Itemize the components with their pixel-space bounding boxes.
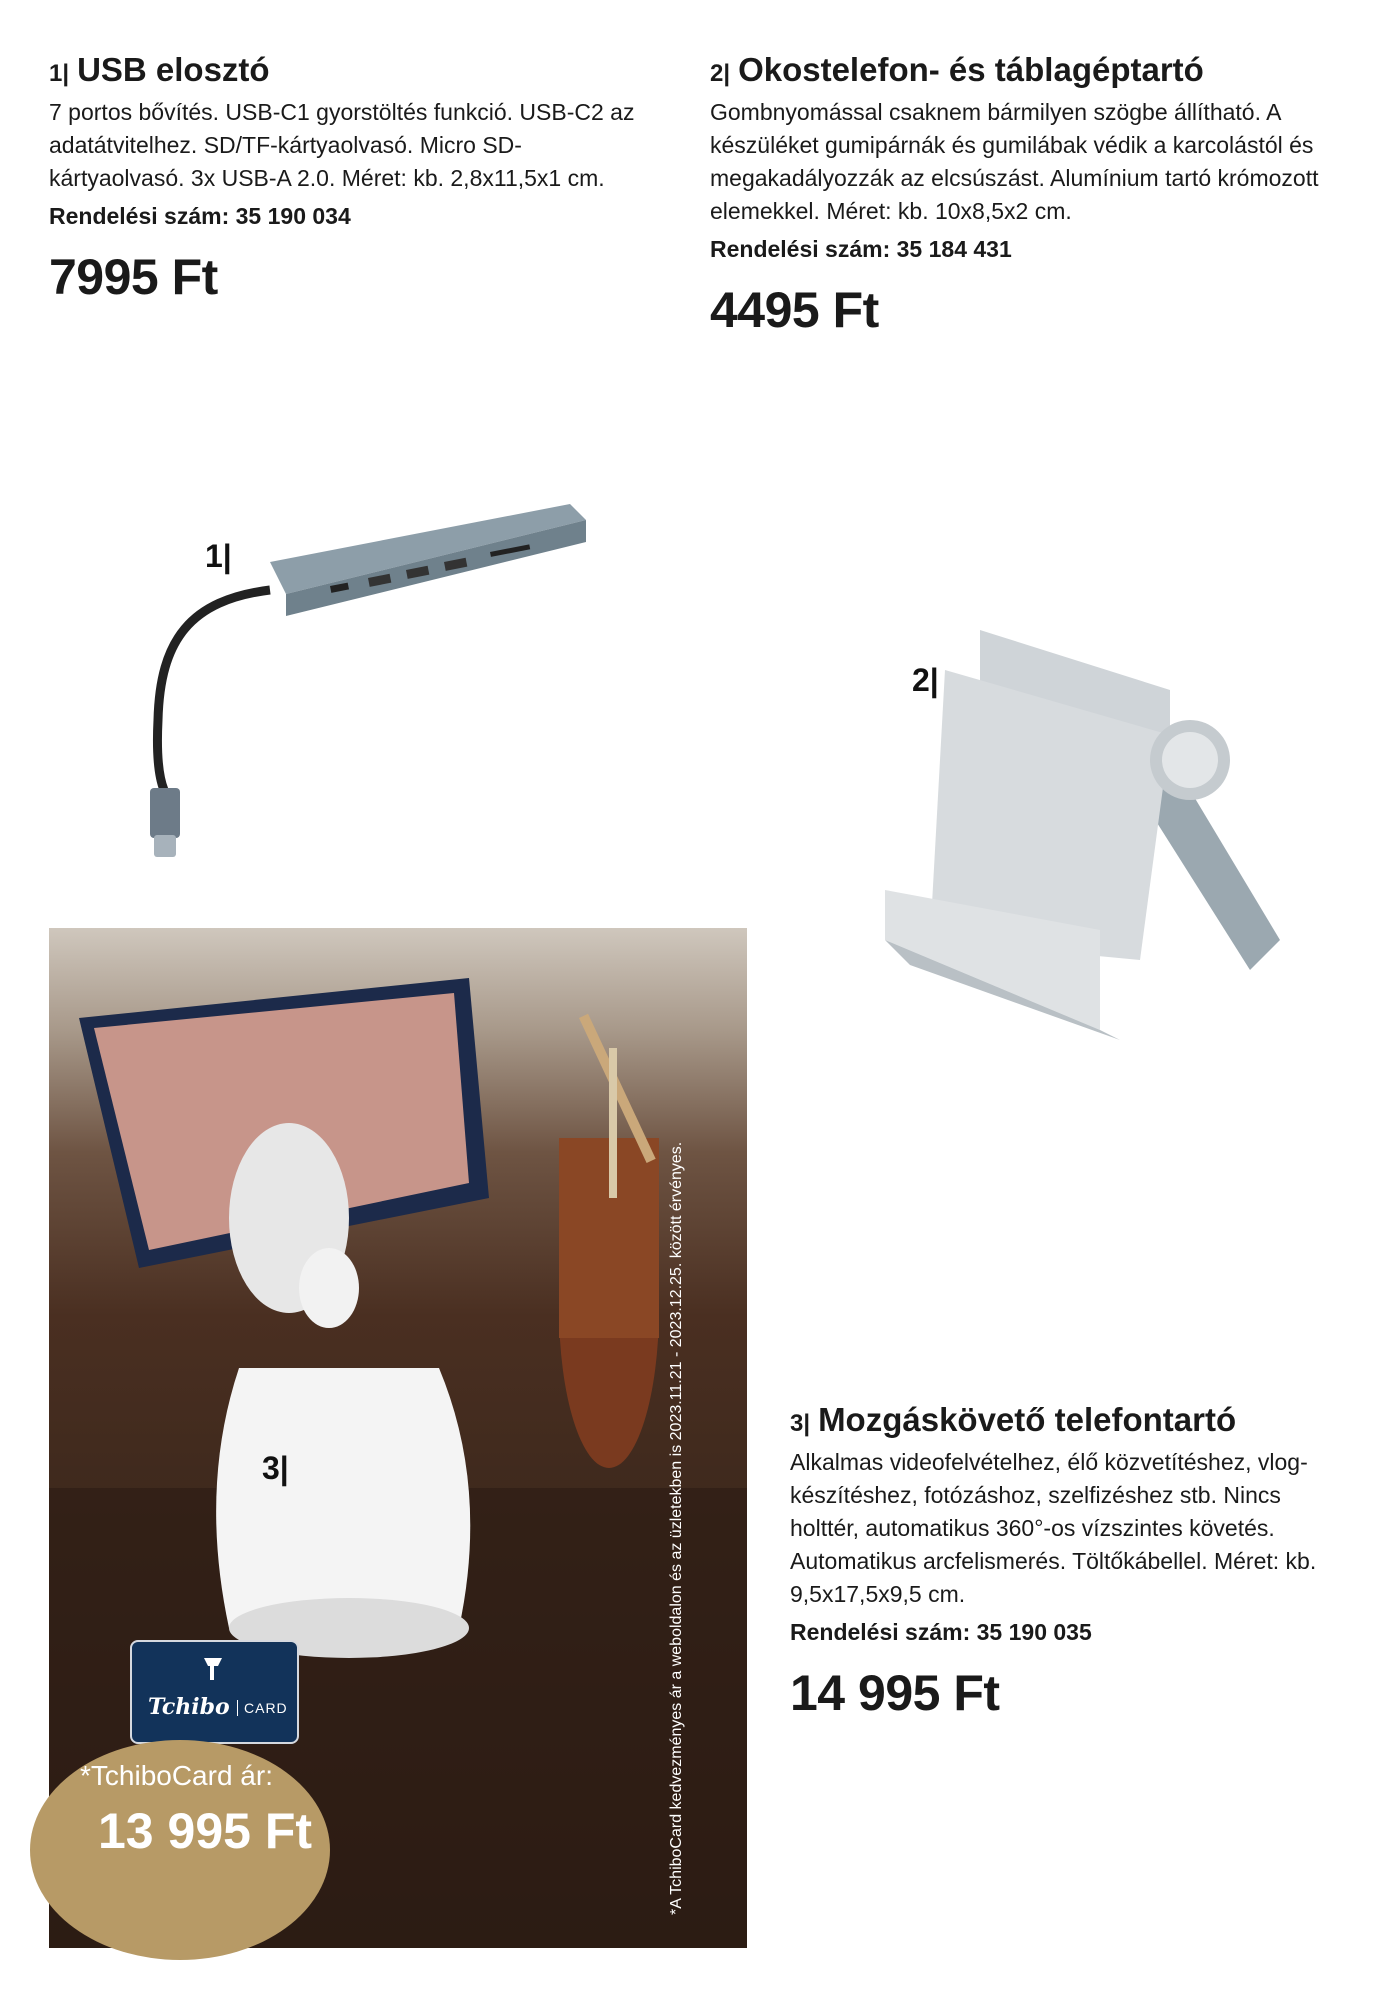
product-2-price: 4495 Ft [710,282,879,338]
product-3-number: 3| [790,1410,811,1437]
product-1-number: 1| [49,60,70,87]
product-1-image-label: 1| [205,538,232,574]
product-3-price: 14 995 Ft [790,1665,1000,1721]
product-3-order-number: 35 190 035 [976,1619,1092,1645]
tchibocard-price: 13 995 Ft [98,1803,313,1859]
product-3-order-label: Rendelési szám: [790,1619,971,1645]
product-2-description: Gombnyomással csaknem bármilyen szögbe állítható. A készüléket gumipárnák és gumilábak védik a karcolástól és megakadályozzák az elcsúszást. Alumínium tartó krómozott elemekkel. Méret: kb. 10x8,5x2 cm. [710,99,1319,224]
card-word: CARD [237,1700,288,1716]
product-2-order-number: 35 184 431 [896,236,1012,262]
product-2-info [710,50,1330,342]
product-2-title: Okostelefon- és táblagéptartó [738,51,1204,88]
usb-hub-image [130,490,610,860]
tchibocard-logo [130,1640,299,1744]
product-1-order [49,199,649,233]
tchibocard-price-badge [30,1740,330,1960]
product-1-title: USB elosztó [77,51,270,88]
product-2-title-row [710,50,1330,94]
tablet-stand-image [870,610,1330,1110]
product-1-description: 7 portos bővítés. USB-C1 gyorstöltés funkció. USB-C2 az adatátvitelhez. SD/TF-kártyaolvasó. Micro SD-kártyaolvasó. 3x USB-A 2.0. Méret: kb. 2,8x11,5x1 cm. [49,99,635,191]
product-2-order-label: Rendelési szám: [710,236,891,262]
product-2-image-label: 2| [912,662,939,698]
product-1-info [49,50,649,309]
product-3-description: Alkalmas videofelvételhez, élő közvetítéshez, vlog-készítéshez, fotózáshoz, szelfizéshez stb. Nincs holttér, automatikus 360°-os vízszintes követés. Automatikus arcfelismerés. Töltőkábellel. Méret: kb. 9,5x17,5x9,5 cm. [790,1449,1317,1607]
product-1-title-row [49,50,649,94]
product-3-image-label: 3| [262,1450,289,1486]
product-1-order-number: 35 190 034 [235,203,351,229]
product-2-number: 2| [710,60,731,87]
product-3-info [790,1400,1350,1725]
tchibocard-price-label: *TchiboCard ár: [80,1760,273,1791]
tchibo-cup-icon [200,1654,226,1684]
product-3-title: Mozgáskövető telefontartó [818,1401,1237,1438]
validity-note: *A TchiboCard kedvezményes ár a weboldalon és az üzletekben is 2023.11.21 - 2023.12.25. között érvényes. [668,1141,685,1915]
product-1-price: 7995 Ft [49,249,218,305]
product-3-title-row [790,1400,1350,1444]
product-1-order-label: Rendelési szám: [49,203,230,229]
tchibo-logo-text: Tchibo [148,1694,230,1720]
product-2-order [710,232,1330,266]
product-3-order [790,1615,1350,1649]
